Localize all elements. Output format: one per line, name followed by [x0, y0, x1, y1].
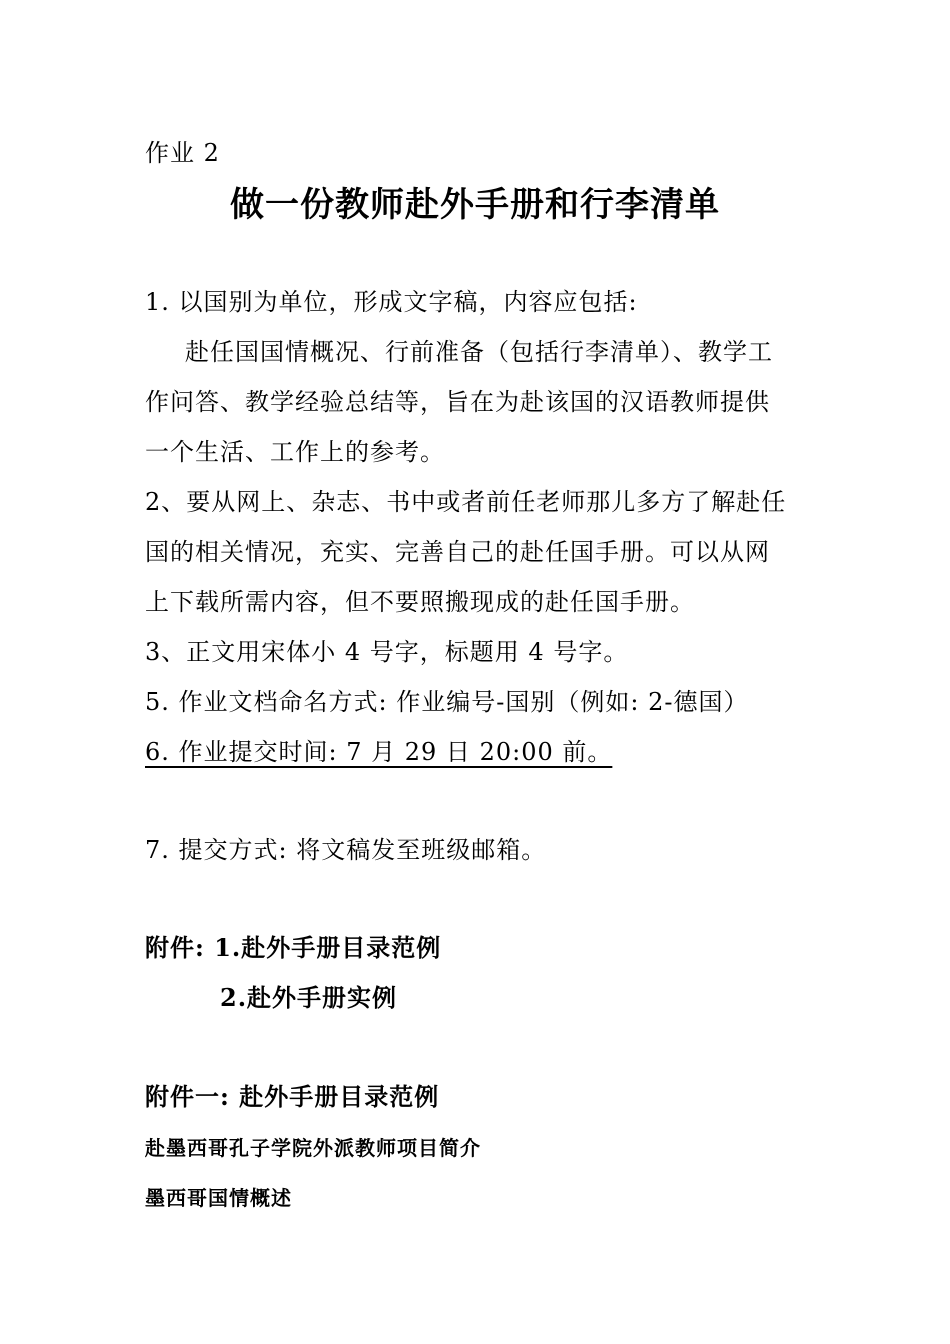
- assignment-label: 作业 2: [145, 139, 220, 167]
- item-1-line-3: 一个生活、工作上的参考。: [145, 438, 445, 466]
- item-1-heading: 1. 以国别为单位，形成文字稿，内容应包括:: [145, 288, 638, 316]
- item-2-line-1: 2、要从网上、杂志、书中或者前任老师那儿多方了解赴任: [145, 488, 787, 516]
- item-2-line-2: 国的相关情况，充实、完善自己的赴任国手册。可以从网: [145, 538, 770, 566]
- item-3: 3、正文用宋体小 4 号字，标题用 4 号字。: [145, 638, 629, 666]
- item-2-line-3: 上下载所需内容，但不要照搬现成的赴任国手册。: [145, 588, 695, 616]
- item-1-line-2: 作问答、教学经验总结等，旨在为赴该国的汉语教师提供: [145, 388, 770, 416]
- item-7: 7. 提交方式: 将文稿发至班级邮箱。: [145, 836, 547, 864]
- item-6: 6. 作业提交时间: 7 月 29 日 20:00 前。: [145, 738, 613, 766]
- toc-item-2: 墨西哥国情概述: [145, 1186, 292, 1210]
- item-1-line-1: 赴任国国情概况、行前准备（包括行李清单）、教学工: [185, 338, 773, 366]
- attachments-line-2: 2.赴外手册实例: [220, 983, 398, 1012]
- item-5: 5. 作业文档命名方式: 作业编号-国别（例如: 2-德国）: [145, 688, 749, 716]
- attachments-line-1: 附件: 1.赴外手册目录范例: [145, 933, 442, 962]
- page-title: 做一份教师赴外手册和行李清单: [230, 185, 720, 225]
- attachment-one-heading: 附件一: 赴外手册目录范例: [145, 1082, 440, 1111]
- toc-item-1: 赴墨西哥孔子学院外派教师项目简介: [145, 1136, 481, 1160]
